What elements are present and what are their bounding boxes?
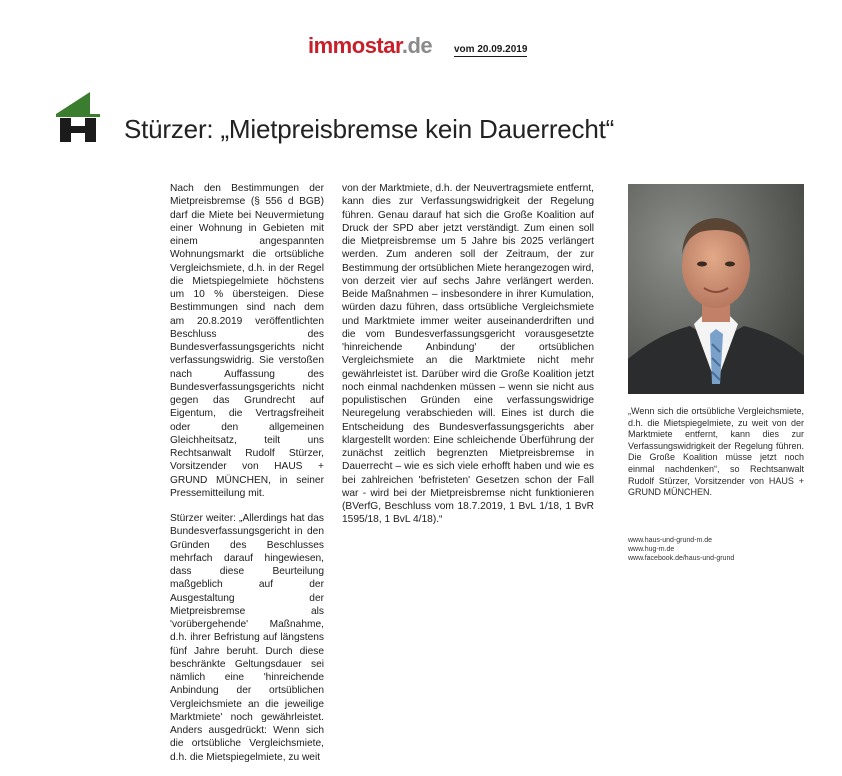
paragraph: von der Marktmiete, d.h. der Neuvertragsmiete entfernt, kann dies zur Verfassungswidrigkeit der Regelung führen. Genau darauf hat sich die Große Koalition auf Druck der SPD aber jetzt verständigt. Zum einen soll die Mietpreisbremse um 5 Jahre bis 2025 verlängert werden. Zum anderen soll der Zeitraum, der zur Bestimmung der ortsüblichen Miete herangezogen wird, von derzeit vier auf sechs Jahre verlängert werden. Beide Maßnahmen – insbesondere in ihrer Kumulation, würden dazu führen, dass ortsübliche Vergleichsmiete und Marktmiete immer weiter auseinanderdriften und die vom Bundesverfassungsgericht vorausgesetzte 'hinreichende Anbindung' der ortsüblichen Vergleichsmiete an die Marktmiete nicht mehr gewährleistet ist. Darüber wird die Große Koalition jetzt noch einmal nachdenken müssen – wenn sie nicht aus populistischen Gründen eine verfassungswidrige Neuregelung verabschieden will. Eines ist durch die Entscheidung des Bundesverfassungsgerichts aber klargestellt worden: Eine schleichende Überführung der zunächst zeitlich begrenzten Mietpreisbremse in Dauerrecht – wie es sich viele erhofft haben und wie es bei zahlreichen 'befristeten' Gesetzen schon der Fall war - wird bei der Mietpreisbremse nicht funktionieren (BVerfG, Beschluss vom 18.7.2019, 1 BvL 1/18, 1 BvR 1595/18, 1 BvL 4/18).“	[342, 183, 594, 526]
link-item[interactable]: www.hug-m.de	[628, 546, 675, 553]
issue-date: vom 20.09.2019	[454, 44, 528, 55]
logo-part-domain: .de	[401, 33, 433, 58]
logo-part-immo: immo	[308, 33, 365, 58]
paragraph: Stürzer weiter: „Allerdings hat das Bundesverfassungsgericht in den Gründen des Beschlusses mehrfach darauf hingewiesen, dass diese Beurteilung maßgeblich auf der Ausgestaltung der Mietpreisbremse als 'vorübergehende' Maßnahme, d.h. ihrer Befristung auf längstens fünf Jahre beruht. Durch diese beschränkte Geltungsdauer sei nämlich eine 'hinreichende Anbindung der ortsüblichen Vergleichsmiete an die jeweilige Marktmiete' noch gewährleistet. Anders ausgedrückt: Wenn sich die ortsübliche Vergleichsmiete, d.h. die Mietspiegelmiete, zu weit	[170, 513, 324, 763]
link-list	[628, 536, 804, 563]
haus-und-grund-logo-icon	[56, 92, 100, 142]
article-headline: Stürzer: „Mietpreisbremse kein Dauerrecht“	[124, 114, 615, 144]
article-column-1	[170, 182, 324, 776]
logo-part-star: star	[364, 33, 402, 58]
link-item[interactable]: www.haus-und-grund-m.de	[628, 537, 713, 544]
photo-caption: „Wenn sich die ortsübliche Vergleichsmiete, d.h. die Mietspiegelmiete, zu weit von der Marktmiete entfernt, kann dies zur Verfassungswidrigkeit der Regelung führen. Die Große Koalition müsse jetzt noch einmal nachdenken“, so Rechtsanwalt Rudolf Stürzer, Vorsitzender von HAUS + GRUND MÜNCHEN.	[628, 406, 804, 498]
article-column-2	[342, 182, 594, 539]
paragraph: Nach den Bestimmungen der Mietpreisbremse (§ 556 d BGB) darf die Miete bei Neuvermietung einer Wohnung in Gebieten mit einem angespannten Wohnungsmarkt die ortsübliche Vergleichsmiete, d.h. in der Regel die Mietspiegelmiete höchstens um 10 % übersteigen. Diese Bestimmungen sind nach dem am 20.8.2019 veröffentlichten Beschluss des Bundesverfassungsgerichts nicht verfassungswidrig. Sie verstoßen nach Auffassung des Bundesverfassungsgerichts nicht gegen das Grundrecht auf Eigentum, die Vertragsfreiheit oder den allgemeinen Gleichheitsatz, teilt uns Rechtsanwalt Rudolf Stürzer, Vorsitzender von HAUS + GRUND MÜNCHEN, in seiner Pressemitteilung mit.	[170, 183, 324, 499]
link-item[interactable]: www.facebook.de/haus-und-grund	[628, 555, 735, 562]
portrait-photo	[628, 184, 804, 394]
immostar-logo	[308, 34, 432, 58]
